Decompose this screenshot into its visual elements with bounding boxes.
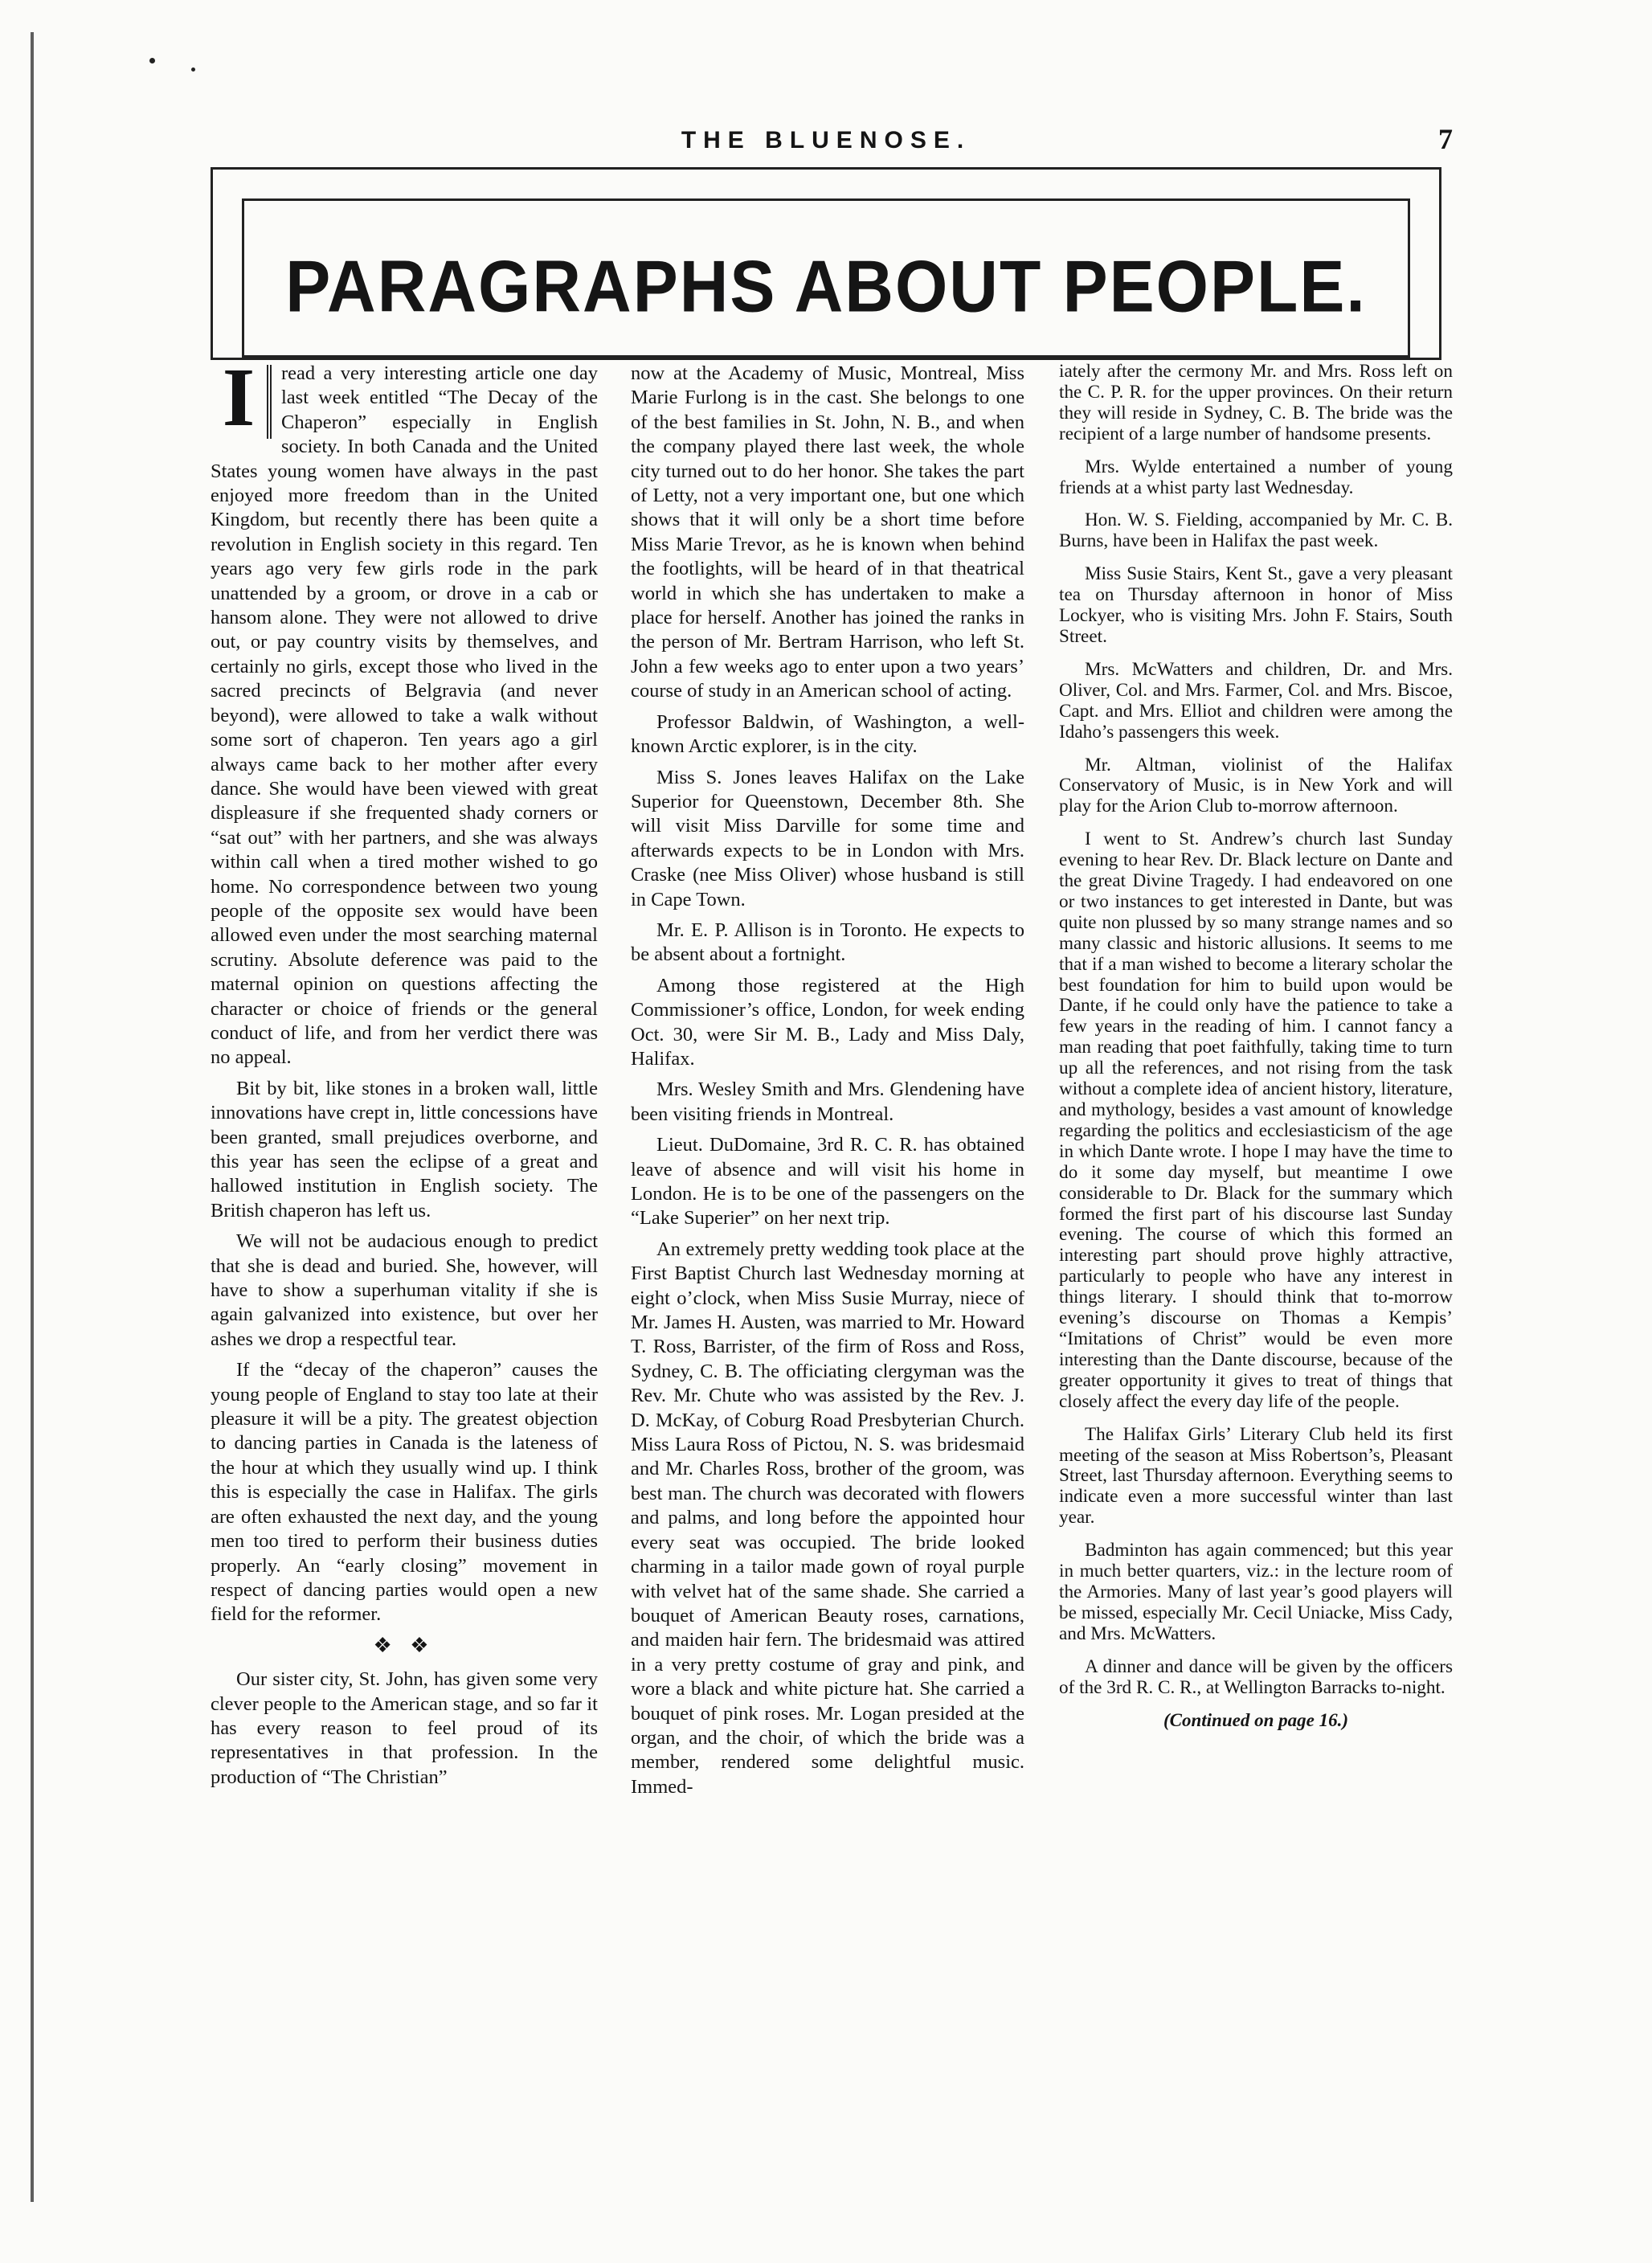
article-paragraph: Badminton has again commenced; but this year in much better quarters, viz.: in the lecture room of the Armories. Many of last year’s good players will be missed, especially Mr. Cecil Uniacke, Miss Cady, and Mrs. McWatters. <box>1059 1540 1453 1644</box>
page-title: PARAGRAPHS ABOUT PEOPLE. <box>285 245 1367 327</box>
title-inner-frame <box>242 198 1410 358</box>
page-edge-shadow <box>31 32 34 2202</box>
article-paragraph: Lieut. DuDomaine, 3rd R. C. R. has obtained leave of absence and will visit his home in London. He is to be one of the passengers on the “Lake Superier” on her next trip. <box>631 1134 1024 1230</box>
article-paragraph: I went to St. Andrew’s church last Sunday evening to hear Rev. Dr. Black lecture on Dante and the great Divine Tragedy. I had endeavored on one or two instances to get interested in Dante, but was quite non plussed by so many strange names and so many classic and historic allusions. It seems to me that if a man wished to become a literary scholar the best foundation for him to build upon would be Dante, if he could only have the patience to take a few years in the reading of him. I cannot fancy a man reading that poet faithfully, taking time to turn up all the references, and not rising from the task without a complete idea of ancient history, literature, and mythology, besides a vast amount of knowledge regarding the politics and ecclesiasticism of the age in which Dante wrote. I hope I may have the time to do it some day myself, but meantime I owe considerable to Dr. Black for the summary which formed the first part of his discourse last Sunday evening. The course of which this formed an interesting part should prove highly attractive, particularly to people who have any interest in things literary. I should think that to-morrow evening’s discourse on Thomas a Kempis’ “Imitations of Christ” would be even more interesting than the Dante discourse, because of the greater opportunity it gives to treat of things that closely affect the every day life of the people. <box>1059 829 1453 1412</box>
article-paragraph: Mrs. McWatters and children, Dr. and Mrs. Oliver, Col. and Mrs. Farmer, Col. and Mrs. Biscoe, Capt. and Mrs. Elliot and children were among the Idaho’s passengers this week. <box>1059 658 1453 743</box>
article-paragraph: An extremely pretty wedding took place at the First Baptist Church last Wednesday morning at eight o’clock, when Miss Susie Murray, niece of Mr. James H. Austen, was married to Mr. Howard T. Ross, Barrister, of the firm of Ross and Ross, Sydney, C. B. The officiating clergyman was the Rev. Mr. Chute who was assisted by the Rev. J. D. McKay, of Coburg Road Presbyterian Church. Miss Laura Ross of Pictou, N. S. was bridesmaid and Mr. Charles Ross, brother of the groom, was best man. The church was decorated with flowers and palms, and long before the appointed hour every seat was occupied. The bride looked charming in a tailor made gown of royal purple with velvet hat of the same shade. She carried a bouquet of American Beauty roses, carnations, and maiden hair fern. The bridesmaid was attired in a very pretty costume of gray and pink, and wore a black and white picture hat. She carried a bouquet of pink roses. Mr. Logan presided at the organ, and the choir, of which the bride was a member, rendered some delightful music. Immed- <box>631 1238 1024 1798</box>
article-paragraph: Professor Baldwin, of Washington, a well-known Arctic explorer, is in the city. <box>631 710 1024 758</box>
article-paragraph: iately after the cermony Mr. and Mrs. Ross left on the C. P. R. for the upper provinces. On their return they will reside in Sydney, C. B. The bride was the recipient of a large number of handsome presents. <box>1059 361 1453 444</box>
drop-cap: I <box>211 365 272 439</box>
section-ornament: ❖ ❖ <box>373 1633 435 1657</box>
column-2 <box>631 362 1024 1806</box>
article-paragraph: Mr. Altman, violinist of the Halifax Conservatory of Music, is in New York and will play for the Arion Club to-morrow afternoon. <box>1059 754 1453 817</box>
article-paragraph: The Halifax Girls’ Literary Club held its first meeting of the season at Miss Robertson’s, Pleasant Street, last Thursday afternoon. Everything seems to indicate even a more successful winter than last year. <box>1059 1423 1453 1528</box>
article-paragraph: Bit by bit, like stones in a broken wall, little innovations have crept in, little concessions have been granted, small prejudices overborne, and this year has seen the eclipse of a great and hallowed institution in English society. The British chaperon has left us. <box>211 1077 598 1222</box>
article-paragraph: Miss S. Jones leaves Halifax on the Lake Superior for Queenstown, December 8th. She will visit Miss Darville for some time and afterwards expects to be in London with Mrs. Craske (nee Miss Oliver) whose husband is still in Cape Town. <box>631 766 1024 911</box>
column-1 <box>211 351 598 1796</box>
article-paragraph: Miss Susie Stairs, Kent St., gave a very pleasant tea on Thursday afternoon in honor of Miss Lockyer, who is visiting Mrs. John F. Stairs, South Street. <box>1059 563 1453 647</box>
title-frame <box>211 167 1441 360</box>
article-paragraph: We will not be audacious enough to predict that she is dead and buried. She, however, will have to show a superhuman vitality if she is again galvanized into existence, but over her ashes we drop a respectful tear. <box>211 1230 598 1350</box>
article-paragraph: I read a very interesting article one day last week entitled “The Decay of the Chaperon” especially in English society. In both Canada and the United States young women have always in the past enjoyed more freedom than in the United Kingdom, but recently there has been quite a revolution in English society in this regard. Ten years ago very few girls rode in the park unattended by a groom, or drove in a cab or hansom alone. They were not allowed to drive out, or pay country visits by themselves, and certainly no girls, except those who lived in the sacred precincts of Belgravia (and never beyond), were allowed to take a walk without some sort of chaperon. Ten years ago a girl always came back to her mother after every dance. She would have been viewed with great displeasure if she frequented shady corners or “sat out” with her partners, and she was always within call when a tired mother wished to go home. No correspondence between two young people of the opposite sex would have been allowed even under the most searching maternal scrutiny. Absolute deference was paid to the maternal opinion on questions affecting the character or choice of friends or the general conduct of life, and from her verdict there was no appeal. <box>211 351 598 1069</box>
article-paragraph: Mrs. Wylde entertained a number of young friends at a whist party last Wednesday. <box>1059 456 1453 498</box>
article-paragraph: Hon. W. S. Fielding, accompanied by Mr. C. B. Burns, have been in Halifax the past week. <box>1059 509 1453 552</box>
article-paragraph: Our sister city, St. John, has given some very clever people to the American stage, and so far it has every reason to feel proud of its representatives in that profession. In the production of “The Christian” <box>211 1668 598 1788</box>
article-paragraph: Mrs. Wesley Smith and Mrs. Glendening have been visiting friends in Montreal. <box>631 1078 1024 1125</box>
continued-note: (Continued on page 16.) <box>1163 1710 1349 1731</box>
article-paragraph: now at the Academy of Music, Montreal, Miss Marie Furlong is in the cast. She belongs to one of the best families in St. John, N. B., and when the company played there last week, the whole city turned out to do her honor. She takes the part of Letty, not a very important one, but one which shows that it will only be a short time before Miss Marie Trevor, as he is known when behind the footlights, will be heard of in that theatrical world in which she has undertaken to make a place for herself. Another has joined the ranks in the person of Mr. Bertram Harrison, who left St. John a few weeks ago to enter upon a two years’ course of study in an American school of acting. <box>631 362 1024 702</box>
page-number: 7 <box>1438 123 1453 155</box>
running-head: THE BLUENOSE. <box>681 127 971 153</box>
print-speck <box>191 68 195 72</box>
article-paragraph: If the “decay of the chaperon” causes the young people of England to stay too late at their pleasure it will be a pity. The greatest objection to dancing parties in Canada is the lateness of the hour at which they usually wind up. I think this is especially the case in Halifax. The girls are often exhausted the next day, and the young men too tired to perform their business duties properly. An “early closing” movement in respect of dancing parties would open a new field for the reformer. <box>211 1359 598 1626</box>
print-speck <box>149 58 155 63</box>
column-3 <box>1059 362 1453 1731</box>
article-paragraph: A dinner and dance will be given by the officers of the 3rd R. C. R., at Wellington Barracks to-night. <box>1059 1655 1453 1698</box>
article-paragraph: Among those registered at the High Commissioner’s office, London, for week ending Oct. 30, were Sir M. B., Lady and Miss Daly, Halifax. <box>631 974 1024 1070</box>
article-paragraph: Mr. E. P. Allison is in Toronto. He expects to be absent about a fortnight. <box>631 919 1024 966</box>
